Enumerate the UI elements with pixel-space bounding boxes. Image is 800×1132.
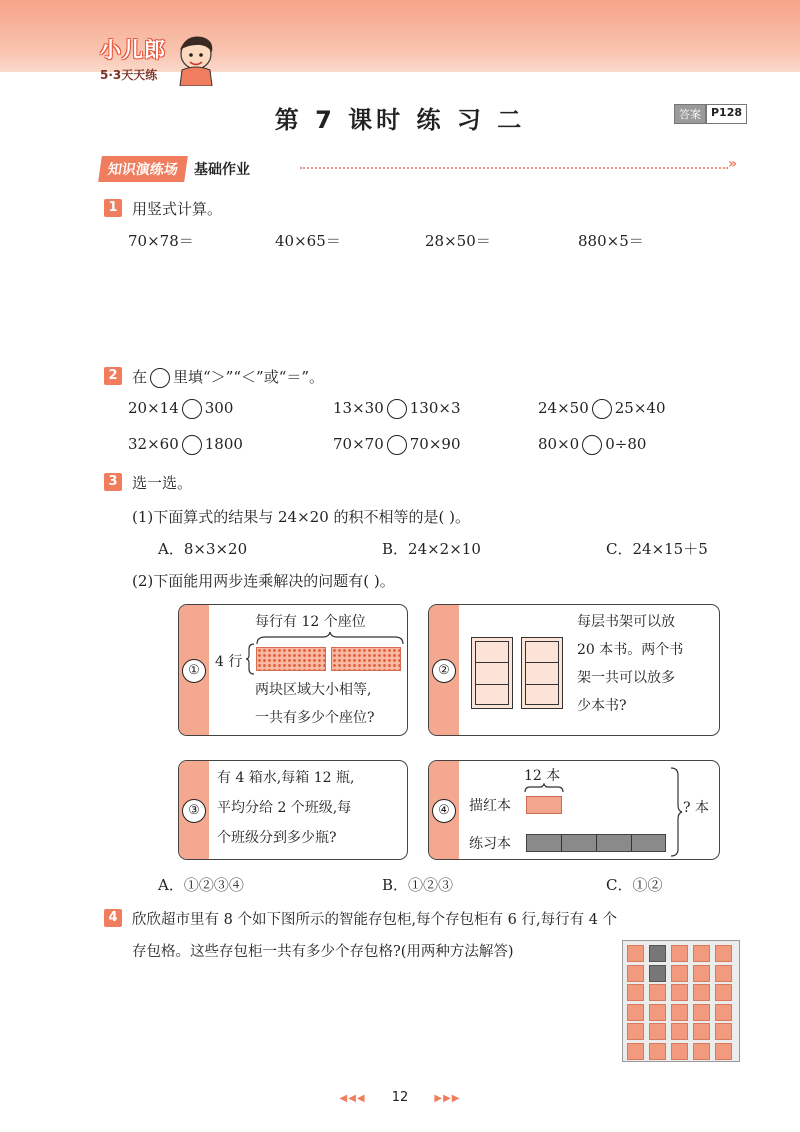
brace-icon	[255, 631, 405, 645]
blank-circle[interactable]	[150, 368, 170, 388]
locker-cell	[627, 1043, 644, 1060]
bar-b	[526, 834, 666, 852]
answer-ref	[674, 104, 747, 124]
section-tag: 知识演练场	[98, 156, 188, 182]
bookshelf-icon	[471, 637, 513, 709]
q1-number: 1	[104, 199, 122, 217]
q2-item: 32×60 1800	[128, 435, 243, 453]
locker-cell	[693, 945, 710, 962]
card-3	[178, 760, 408, 860]
brand-name: 小儿郎	[100, 38, 166, 62]
q2-item: 13×30 130×3	[333, 399, 461, 417]
q3-p1-stem: (1)下面算式的结果与 24×20 的积不相等的是( )。	[132, 508, 470, 526]
section-name: 基础作业	[194, 162, 250, 178]
locker-cell	[627, 1023, 644, 1040]
card-num: ③	[182, 799, 206, 823]
locker-cell	[715, 945, 732, 962]
locker-cell	[715, 1023, 732, 1040]
q3-p1-option-a[interactable]: A．8×3×20	[158, 540, 248, 558]
q4-line2: 存包格。这些存包柜一共有多少个存包格?(用两种方法解答)	[132, 944, 514, 960]
card3-line2: 平均分给 2 个班级,每	[217, 800, 352, 816]
locker-cell	[649, 1004, 666, 1021]
q3-prompt: 选一选。	[132, 474, 193, 492]
locker-cell	[693, 965, 710, 982]
locker-cell	[627, 1004, 644, 1021]
arrow-left-icon: ◀◀◀	[339, 1093, 366, 1104]
card3-line3: 个班级分到多少瓶?	[217, 830, 337, 846]
card-num: ①	[182, 659, 206, 683]
brand-logo	[100, 34, 166, 83]
answer-label: 答案	[674, 104, 706, 124]
q2-prompt-post: 里填“＞”“＜”或“＝”。	[173, 368, 325, 386]
q3-p2-option-c[interactable]: C．①②	[606, 876, 663, 894]
locker-cell	[671, 1004, 688, 1021]
card-num: ②	[432, 659, 456, 683]
brace-icon	[245, 643, 255, 675]
compare-circle[interactable]	[182, 399, 202, 419]
locker-cell	[671, 1023, 688, 1040]
seat-block	[256, 647, 326, 671]
page-number: 12	[391, 1090, 409, 1105]
q4-line1: 欣欣超市里有 8 个如下图所示的智能存包柜,每个存包柜有 6 行,每行有 4 个	[132, 912, 618, 928]
q2-number: 2	[104, 367, 122, 385]
locker-cell	[649, 984, 666, 1001]
q3-number: 3	[104, 473, 122, 491]
card-2	[428, 604, 720, 736]
locker-cell	[627, 945, 644, 962]
card1-rows: 4 行	[215, 654, 243, 670]
section-header	[100, 156, 250, 182]
q1-item: 28×50＝	[425, 232, 491, 250]
card4-top: 12 本	[524, 768, 561, 784]
q1-item: 880×5＝	[578, 232, 644, 250]
locker-cabinet-icon	[622, 940, 740, 1062]
card-num: ④	[432, 799, 456, 823]
q1-item: 70×78＝	[128, 232, 194, 250]
q2-item: 70×70 70×90	[333, 435, 461, 453]
q2-item: 80×0 0÷80	[538, 435, 647, 453]
q3-p1-option-c[interactable]: C．24×15＋5	[606, 540, 708, 558]
bookshelf-icon	[521, 637, 563, 709]
locker-cell	[649, 1043, 666, 1060]
compare-circle[interactable]	[387, 399, 407, 419]
card-4	[428, 760, 720, 860]
compare-circle[interactable]	[182, 435, 202, 455]
card2-line2: 20 本书。两个书	[577, 642, 684, 658]
card2-line4: 少本书?	[577, 698, 627, 714]
compare-circle[interactable]	[592, 399, 612, 419]
locker-cell	[627, 965, 644, 982]
chevron-right-icon: »	[728, 156, 738, 172]
card3-line1: 有 4 箱水,每箱 12 瓶,	[217, 770, 355, 786]
q3-p2-option-a[interactable]: A．①②③④	[158, 876, 244, 894]
q2-prompt-pre: 在	[132, 368, 148, 386]
card1-line2: 一共有多少个座位?	[255, 710, 375, 726]
card1-top: 每行有 12 个座位	[255, 614, 366, 630]
section-divider	[300, 167, 728, 169]
locker-cell	[693, 1004, 710, 1021]
locker-cell	[671, 965, 688, 982]
bar-a	[526, 796, 562, 814]
card-1	[178, 604, 408, 736]
locker-cell	[649, 965, 666, 982]
locker-cell	[671, 1043, 688, 1060]
q3-p2-option-b[interactable]: B．①②③	[382, 876, 454, 894]
locker-cell	[649, 945, 666, 962]
seat-block	[331, 647, 401, 671]
card2-line1: 每层书架可以放	[577, 614, 675, 630]
brand-sub: 5·3天天练	[100, 68, 158, 82]
locker-cell	[693, 1023, 710, 1040]
page-footer	[0, 1090, 800, 1105]
mascot-icon	[168, 30, 224, 86]
locker-cell	[715, 1043, 732, 1060]
locker-cell	[693, 1043, 710, 1060]
locker-cell	[649, 1023, 666, 1040]
locker-cell	[715, 1004, 732, 1021]
q2-prompt	[132, 366, 324, 388]
locker-cell	[671, 945, 688, 962]
locker-cell	[693, 984, 710, 1001]
compare-circle[interactable]	[387, 435, 407, 455]
q2-item: 20×14 300	[128, 399, 234, 417]
q3-p2-stem: (2)下面能用两步连乘解决的问题有( )。	[132, 572, 395, 590]
locker-cell	[671, 984, 688, 1001]
page-title: 第 7 课时 练 习 二	[274, 106, 526, 134]
card4-label-b: 练习本	[469, 836, 511, 852]
q1-prompt: 用竖式计算。	[132, 200, 223, 218]
card1-line1: 两块区域大小相等,	[255, 682, 372, 698]
q3-p1-option-b[interactable]: B．24×2×10	[382, 540, 481, 558]
answer-page: P128	[706, 104, 747, 124]
card4-question: ? 本	[683, 800, 709, 816]
locker-cell	[715, 984, 732, 1001]
locker-cell	[715, 965, 732, 982]
arrow-right-icon: ▶▶▶	[434, 1093, 461, 1104]
brace-icon	[669, 767, 683, 857]
compare-circle[interactable]	[582, 435, 602, 455]
card2-line3: 架一共可以放多	[577, 670, 675, 686]
card4-label-a: 描红本	[469, 798, 511, 814]
q2-item: 24×50 25×40	[538, 399, 666, 417]
q1-item: 40×65＝	[275, 232, 341, 250]
brace-icon	[524, 783, 564, 793]
locker-cell	[627, 984, 644, 1001]
q4-number: 4	[104, 909, 122, 927]
